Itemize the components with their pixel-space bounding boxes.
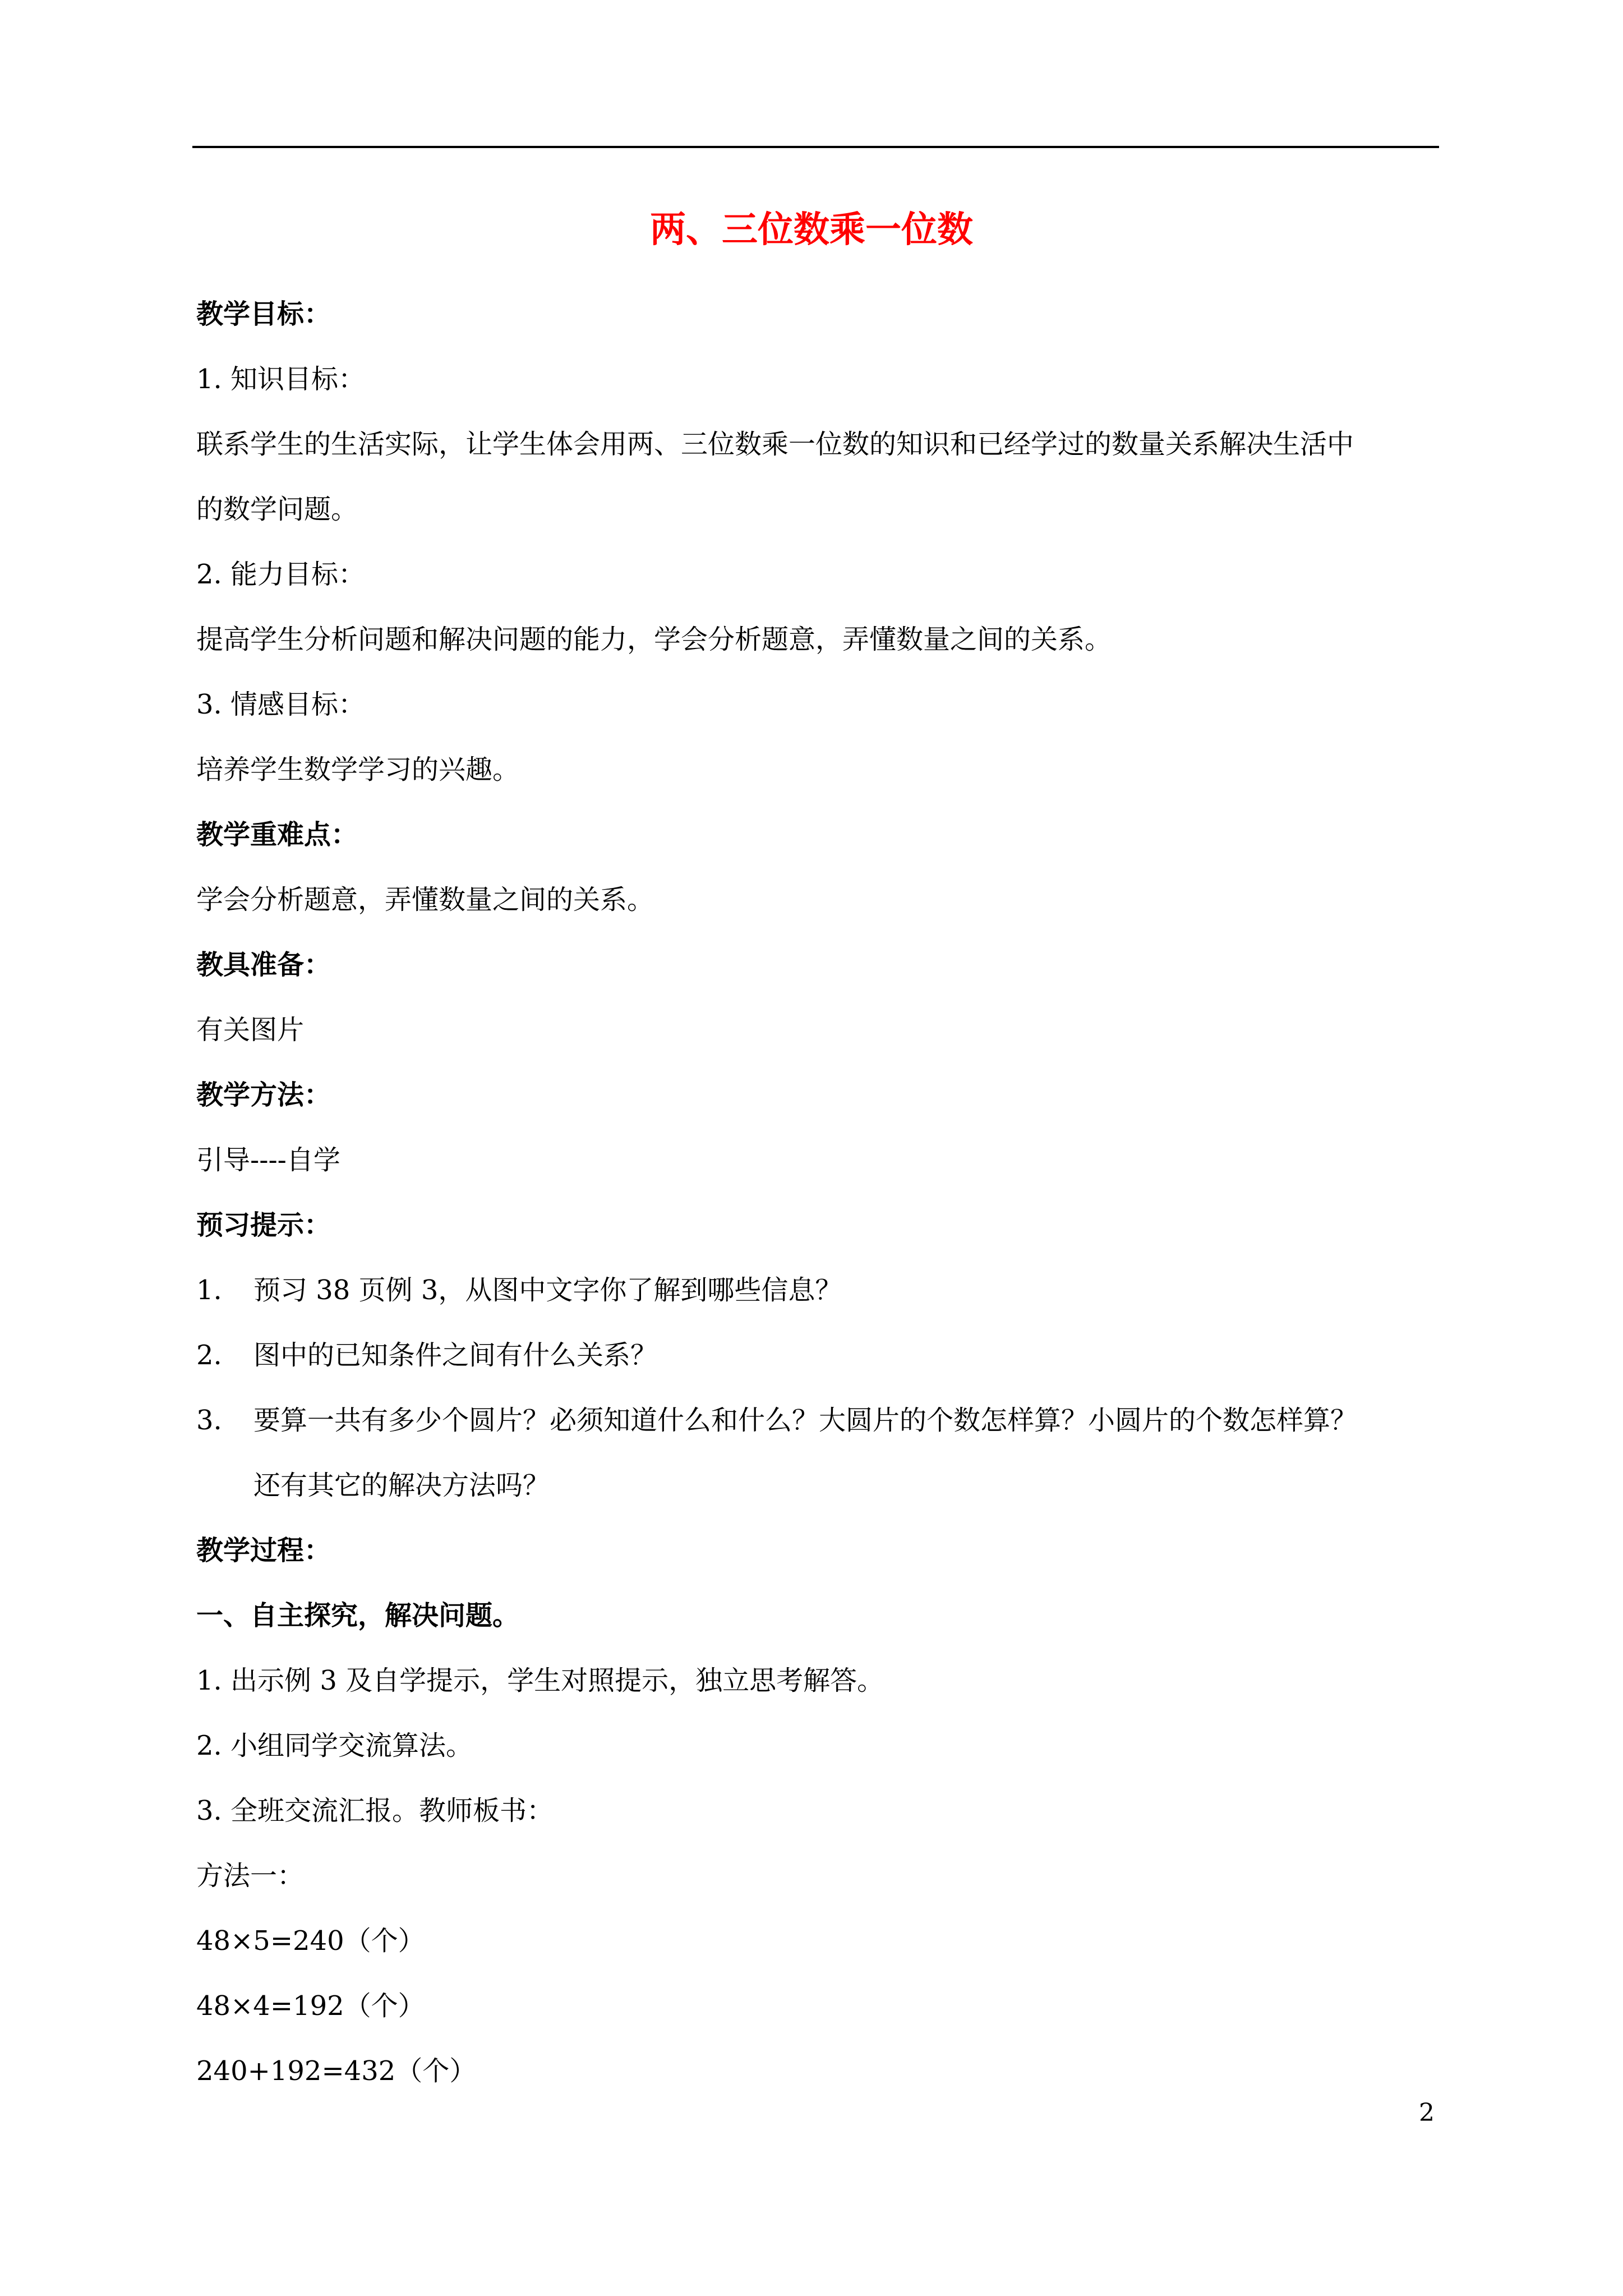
document-title: 两、三位数乘一位数 (650, 209, 973, 251)
materials-heading: 教具准备： (196, 949, 331, 981)
process-heading: 教学过程： (196, 1535, 331, 1566)
objectives-heading: 教学目标： (196, 298, 331, 330)
process-step-3: 3. 全班交流汇报。教师板书： (196, 1795, 554, 1826)
preview-item-2-number: 2. (196, 1340, 222, 1371)
process-section-1-heading: 一、自主探究，解决问题。 (196, 1600, 520, 1631)
preview-item-1-text: 预习 38 页例 3，从图中文字你了解到哪些信息？ (253, 1274, 842, 1306)
key-points-heading: 教学重难点： (196, 819, 358, 850)
methods-heading: 教学方法： (196, 1079, 331, 1111)
emotion-objective-label: 3. 情感目标： (196, 689, 366, 720)
header-rule (192, 146, 1439, 148)
preview-item-1-number: 1. (196, 1274, 222, 1306)
knowledge-objective-label: 1. 知识目标： (196, 364, 366, 395)
methods-text: 引导----自学 (196, 1144, 340, 1176)
equation-3: 240+192=432（个） (196, 2055, 477, 2087)
materials-text: 有关图片 (196, 1014, 305, 1046)
process-step-2: 2. 小组同学交流算法。 (196, 1730, 473, 1761)
preview-item-2-text: 图中的已知条件之间有什么关系？ (253, 1340, 658, 1371)
preview-item-3-number: 3. (196, 1405, 222, 1436)
knowledge-objective-text-line-1: 联系学生的生活实际，让学生体会用两、三位数乘一位数的知识和已经学过的数量关系解决生活中 (196, 429, 1354, 460)
page-number: 2 (1419, 2099, 1435, 2127)
process-step-1: 1. 出示例 3 及自学提示，学生对照提示，独立思考解答。 (196, 1665, 884, 1696)
emotion-objective-text: 培养学生数学学习的兴趣。 (196, 754, 520, 785)
preview-heading: 预习提示： (196, 1209, 331, 1241)
ability-objective-label: 2. 能力目标： (196, 559, 366, 590)
preview-item-3-text: 要算一共有多少个圆片？必须知道什么和什么？大圆片的个数怎样算？小圆片的个数怎样算？ (253, 1405, 1358, 1436)
method-1-label: 方法一： (196, 1860, 305, 1892)
key-points-text: 学会分析题意，弄懂数量之间的关系。 (196, 884, 654, 915)
ability-objective-text: 提高学生分析问题和解决问题的能力，学会分析题意，弄懂数量之间的关系。 (196, 624, 1112, 655)
equation-2: 48×4=192（个） (196, 1990, 425, 2022)
preview-item-3-continuation: 还有其它的解决方法吗？ (253, 1470, 550, 1501)
equation-1: 48×5=240（个） (196, 1925, 425, 1957)
knowledge-objective-text-line-2: 的数学问题。 (196, 494, 358, 525)
